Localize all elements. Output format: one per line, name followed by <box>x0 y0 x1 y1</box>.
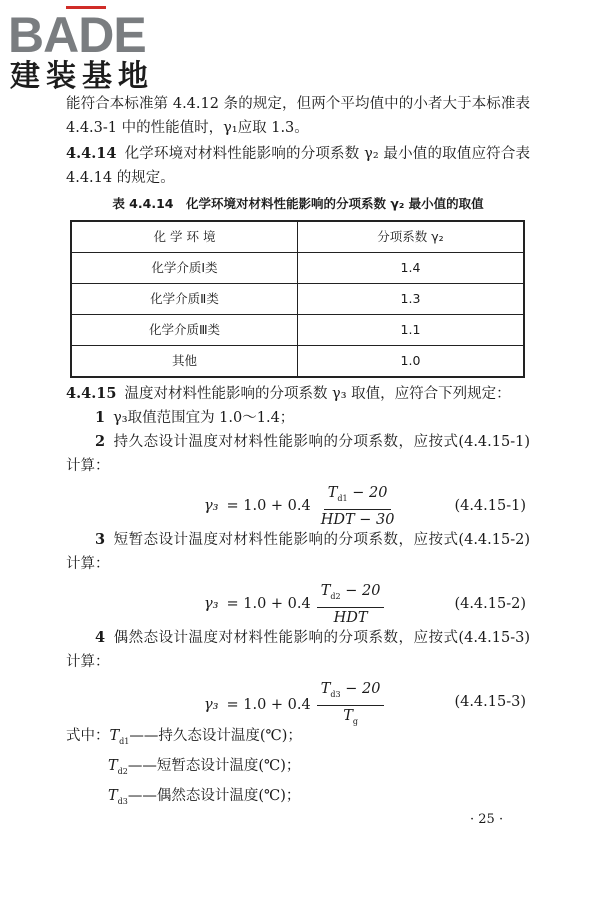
table-cell: 化学介质Ⅲ类 <box>71 315 298 346</box>
table-cell: 其他 <box>71 346 298 378</box>
section-number: 4.4.15 <box>66 385 117 402</box>
equation-body <box>204 582 384 627</box>
table-header-row <box>71 221 524 253</box>
item-text: 持久态设计温度对材料性能影响的分项系数，应按式(4.4.15-1)计算： <box>66 434 530 474</box>
definition-row <box>66 784 530 814</box>
list-item <box>66 626 530 674</box>
item-number: 3 <box>95 531 106 548</box>
equation-constant: = 1.0 + 0.4 <box>226 498 311 515</box>
paragraph-continued: 能符合本标准第 4.4.12 条的规定，但两个平均值中的小者大于本标准表 4.4.3-1 中的性能值时，γ₁应取 1.3。 <box>66 96 530 136</box>
table-caption: 表 4.4.14 化学环境对材料性能影响的分项系数 γ₂ 最小值的取值 <box>112 196 484 211</box>
equation-lhs: γ₃ <box>204 596 219 613</box>
definition-symbol: $T_{d3}$ <box>108 787 128 806</box>
table-cell: 1.1 <box>298 315 525 346</box>
fraction-numerator: $T_{d3} - 20$ <box>317 680 385 706</box>
equation-fraction <box>317 484 399 529</box>
equation-fraction <box>317 680 385 731</box>
table-row <box>71 346 524 378</box>
table-header-cell: 分项系数 γ₂ <box>298 221 525 253</box>
equation-body <box>204 680 384 731</box>
table-cell: 1.0 <box>298 346 525 378</box>
definition-text: ——持久态设计温度(℃)； <box>129 728 302 744</box>
equation-lhs: γ₃ <box>204 498 219 515</box>
equation-constant: = 1.0 + 0.4 <box>226 596 311 613</box>
definition-row <box>66 754 530 784</box>
definition-symbol: $T_{d1}$ <box>109 728 130 746</box>
fraction-denominator: HDT <box>333 609 368 626</box>
equation-constant: = 1.0 + 0.4 <box>226 697 311 714</box>
list-item <box>66 430 530 478</box>
definition-text: ——偶然态设计温度(℃)； <box>127 787 301 804</box>
fraction-numerator: $T_{d1} - 20$ <box>324 484 392 510</box>
equation-tag: (4.4.15-1) <box>454 498 526 514</box>
section-text: 温度对材料性能影响的分项系数 γ₃ 取值，应符合下列规定： <box>124 386 511 402</box>
list-item <box>66 528 530 576</box>
fraction-numerator: $T_{d2} - 20$ <box>317 582 385 608</box>
section-text: 化学环境对材料性能影响的分项系数 γ₂ 最小值的取值应符合表 4.4.14 的规定。 <box>66 146 530 186</box>
item-number: 4 <box>95 629 106 646</box>
document-page <box>66 92 530 814</box>
list-item <box>66 406 530 430</box>
table-cell: 1.4 <box>298 253 525 284</box>
bade-logo <box>8 4 178 90</box>
equation-4-4-15-2 <box>66 578 530 624</box>
table-header-cell: 化 学 环 境 <box>71 221 298 253</box>
equation-lhs: γ₃ <box>204 697 219 714</box>
table-row <box>71 315 524 346</box>
logo-brand-text: BADE <box>8 7 146 63</box>
equation-4-4-15-1 <box>66 480 530 526</box>
coefficient-table <box>70 220 525 378</box>
definition-text: ——短暂态设计温度(℃)； <box>127 757 301 774</box>
table-row <box>71 253 524 284</box>
item-text: γ₃取值范围宜为 1.0～1.4； <box>113 410 295 426</box>
equation-fraction <box>317 582 385 627</box>
page-number: · 25 · <box>470 812 504 827</box>
item-number: 2 <box>95 433 106 450</box>
section-number: 4.4.14 <box>66 145 117 162</box>
equation-4-4-15-3 <box>66 676 530 726</box>
definition-symbol: $T_{d2}$ <box>108 757 128 776</box>
item-number: 1 <box>95 409 106 426</box>
equation-body <box>204 484 399 529</box>
table-cell: 化学介质Ⅱ类 <box>71 284 298 315</box>
equation-tag: (4.4.15-2) <box>454 596 526 612</box>
equation-tag: (4.4.15-3) <box>454 694 526 710</box>
item-text: 短暂态设计温度对材料性能影响的分项系数，应按式(4.4.15-2)计算： <box>66 532 530 572</box>
section-4-4-14 <box>66 142 530 190</box>
symbol-definitions <box>66 724 530 814</box>
table-row <box>71 284 524 315</box>
logo-subtitle-text: 建装基地 <box>10 59 154 90</box>
section-4-4-15 <box>66 382 530 406</box>
item-text: 偶然态设计温度对材料性能影响的分项系数，应按式(4.4.15-3)计算： <box>66 630 530 670</box>
fraction-denominator: $T_g$ <box>343 707 358 726</box>
table-cell: 化学介质Ⅰ类 <box>71 253 298 284</box>
fraction-denominator: HDT − 30 <box>320 511 395 528</box>
logo-graphic <box>8 4 178 90</box>
table-cell: 1.3 <box>298 284 525 315</box>
definition-lead: 式中： <box>66 728 110 744</box>
